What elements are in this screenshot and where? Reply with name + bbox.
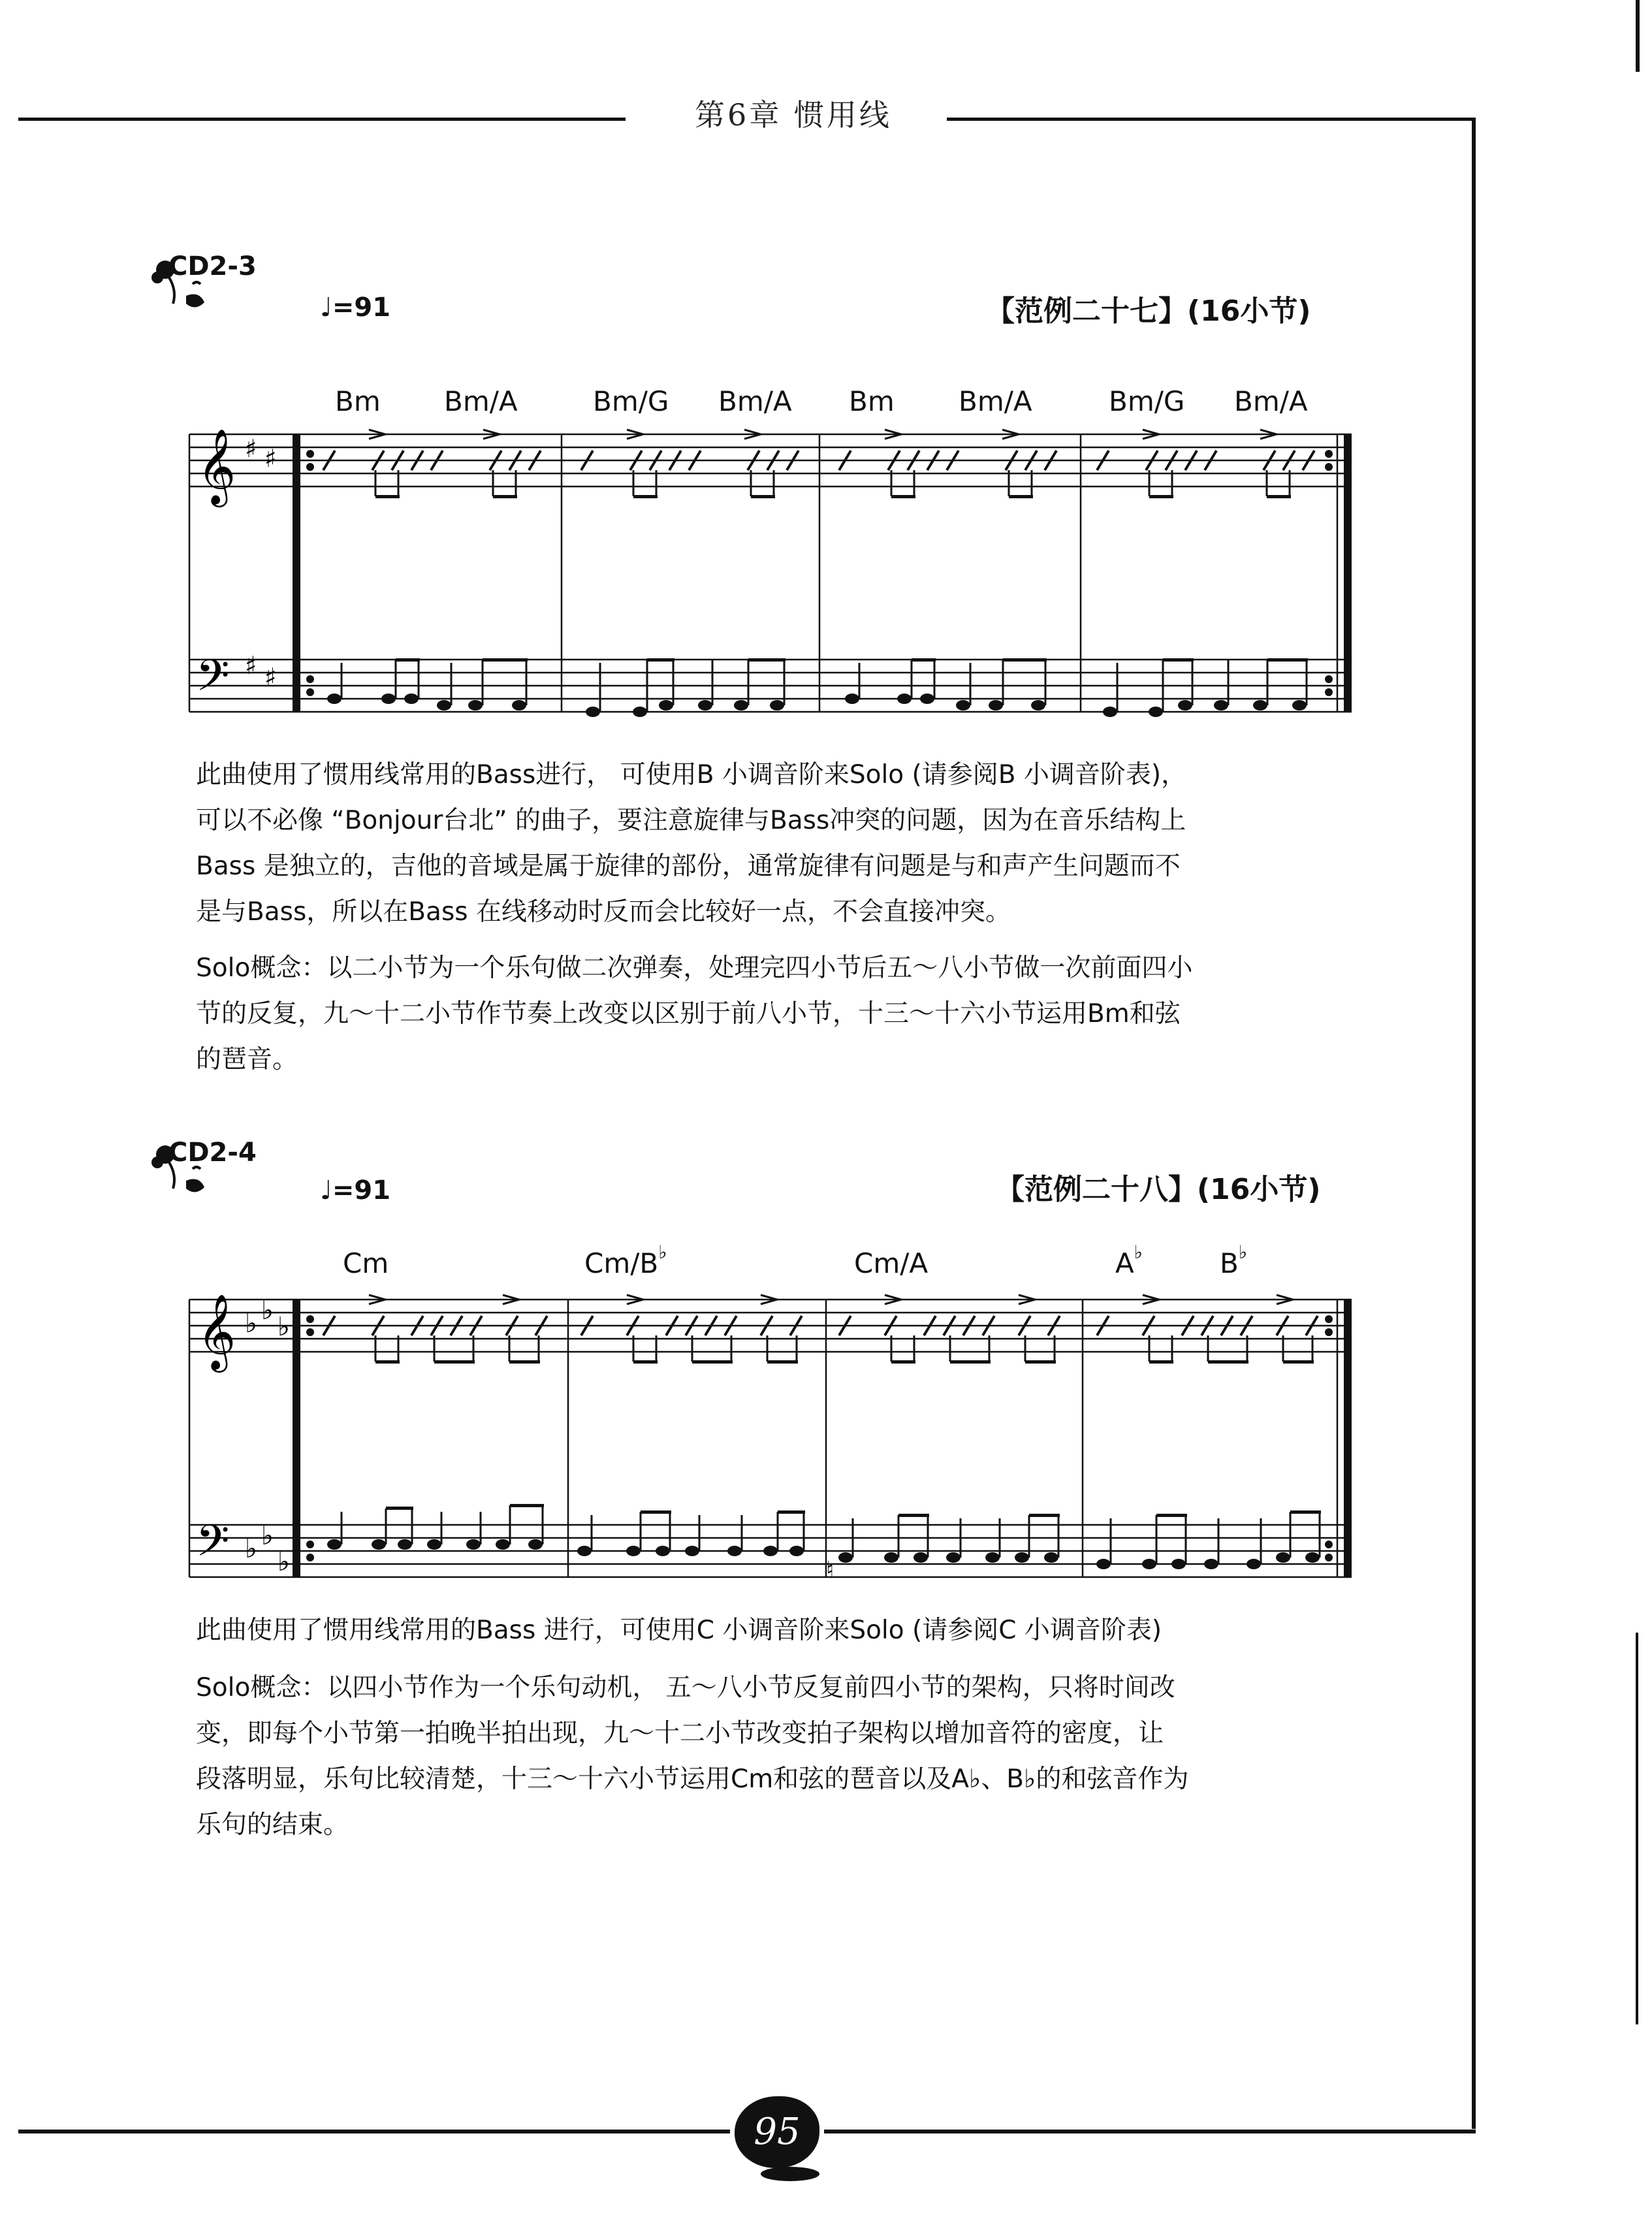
chord-symbol: Bm/A [959,385,1032,417]
footer-rule-right [824,2130,1476,2133]
cd-track-label: CD2-3 [168,251,257,281]
page-frame-right [1472,118,1476,2129]
svg-text:♭: ♭ [245,1309,257,1339]
text-line: Solo概念：以四小节作为一个乐句动机， 五～八小节反复前四小节的架构，只将时间改 [196,1673,1175,1702]
svg-text:♭: ♭ [278,1312,290,1342]
svg-text:𝄞: 𝄞 [197,1293,236,1369]
tempo-marking: ♩=91 [320,293,391,323]
music-score [183,418,1358,718]
text-line: 节的反复，九～十二小节作节奏上改变以区别于前八小节，十三～十六小节运用Bm和弦 [196,999,1181,1029]
text-line: 段落明显，乐句比较清楚，十三～十六小节运用Cm和弦的琶音以及A♭、B♭的和弦音作为 [196,1765,1189,1794]
header-rule-right [947,118,1476,121]
description-paragraph [196,752,1345,935]
page-number-ornament [761,2167,819,2181]
text-line: Bass 是独立的，吉他的音域是属于旋律的部份，通常旋律有问题是与和声产生问题而不 [196,852,1181,881]
description-paragraph [196,1608,1345,1653]
chord-symbol: Bm/A [444,385,518,417]
example-title: 【范例二十七】(16小节) [986,295,1311,328]
svg-text:♯: ♯ [245,434,257,463]
chord-symbol: Bm/G [1109,385,1185,417]
example-title: 【范例二十八】(16小节) [996,1173,1321,1206]
chord-symbol: Bm [335,385,381,417]
text-line: 可以不必像 “Bonjour台北” 的曲子，要注意旋律与Bass冲突的问题，因为在音乐结构上 [196,806,1186,835]
text-line: 此曲使用了惯用线常用的Bass 进行，可使用C 小调音阶来Solo (请参阅C 小调音阶表) [196,1616,1162,1645]
flat-accidental: ♭ [1238,1241,1248,1263]
svg-text:𝄞: 𝄞 [197,428,236,504]
page-edge-mark [1636,0,1640,72]
svg-text:♭: ♭ [261,1521,274,1551]
page-edge-mark [1636,1633,1638,2024]
text-line: 此曲使用了惯用线常用的Bass进行， 可使用B 小调音阶来Solo (请参阅B 小调音阶表)， [196,760,1187,790]
page-number: 95 [735,2096,819,2168]
solo-concept-paragraph [196,1665,1345,1848]
svg-text:𝄢: 𝄢 [196,1516,230,1576]
flat-accidental: ♭ [658,1241,667,1263]
solo-concept-paragraph [196,946,1345,1083]
flat-accidental: ♭ [1134,1241,1143,1263]
music-score [183,1283,1358,1584]
svg-text:♭: ♭ [245,1534,257,1564]
text-line: 是与Bass，所以在Bass 在线移动时反而会比较好一点，不会直接冲突。 [196,897,1011,927]
chord-symbol: B♭ [1220,1241,1248,1279]
chord-symbol: A♭ [1115,1241,1143,1279]
chord-symbol: Bm/A [718,385,792,417]
chord-symbol: Bm/A [1234,385,1308,417]
svg-text:♯: ♯ [245,651,257,680]
text-line: 乐句的结束。 [196,1810,349,1840]
footer-rule-left [18,2130,730,2133]
svg-text:♯: ♯ [264,663,277,692]
chord-symbol: Cm [343,1247,389,1279]
svg-text:𝄢: 𝄢 [196,650,230,711]
text-line: Solo概念：以二小节为一个乐句做二次弹奏，处理完四小节后五～八小节做一次前面四小 [196,953,1193,983]
chapter-title: 第6章 惯用线 [695,97,892,133]
svg-text:♮: ♮ [826,1557,834,1583]
header-rule-left [18,118,626,121]
chord-symbol: Cm/A [854,1247,929,1279]
chord-symbol: Bm/G [593,385,669,417]
chord-symbol: Cm/B♭ [584,1241,667,1279]
text-line: 变，即每个小节第一拍晚半拍出现，九～十二小节改变拍子架构以增加音符的密度，让 [196,1719,1164,1748]
text-line: 的琶音。 [196,1045,298,1074]
chord-symbol: Bm [849,385,895,417]
svg-text:♯: ♯ [264,444,277,473]
svg-text:♭: ♭ [261,1296,274,1326]
cd-track-label: CD2-4 [168,1138,257,1168]
tempo-marking: ♩=91 [320,1175,391,1206]
svg-text:♭: ♭ [278,1547,290,1577]
